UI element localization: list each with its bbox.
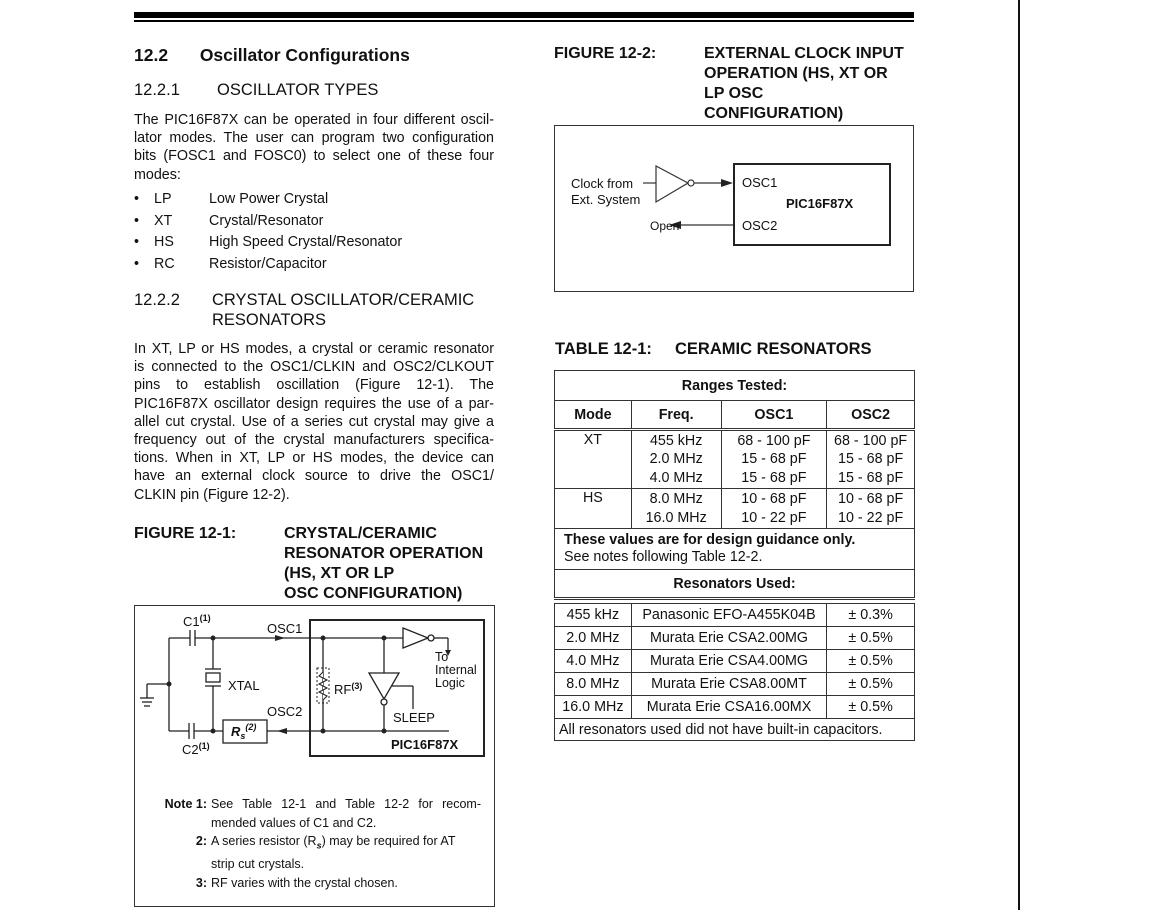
title-line: CRYSTAL/CERAMIC bbox=[284, 525, 437, 542]
mode-cell: HS bbox=[555, 489, 632, 529]
note-text: strip cut crystals. bbox=[211, 857, 305, 871]
table-1-title: CERAMIC RESONATORS bbox=[675, 340, 872, 358]
rf-label: RF$^{(3)}$ bbox=[334, 681, 363, 697]
page-edge-line bbox=[1018, 0, 1020, 910]
bullet-icon: • bbox=[134, 191, 140, 207]
osc2-label: OSC2 bbox=[267, 704, 303, 719]
freq-cell: 16.0 MHz bbox=[555, 696, 632, 719]
note-prefix: 3: bbox=[195, 875, 207, 890]
oscillator-types-paragraph bbox=[134, 111, 494, 184]
subsection-heading-1 bbox=[134, 81, 378, 100]
title-line: LP OSC bbox=[704, 85, 764, 102]
note-text: mended values of C1 and C2. bbox=[211, 815, 377, 830]
table-row bbox=[555, 627, 915, 650]
subsection-number: 12.2.2 bbox=[134, 291, 180, 309]
text-line: frequency out of the crystal manufacturers specifica- bbox=[134, 432, 494, 449]
subsection-number: 12.2.1 bbox=[134, 81, 180, 99]
title-line: RESONATOR OPERATION bbox=[284, 545, 484, 562]
subsection-title-cont: RESONATORS bbox=[212, 311, 326, 329]
column-header-mode: Mode bbox=[555, 401, 632, 430]
table-row bbox=[555, 650, 915, 673]
note-2 bbox=[155, 832, 481, 874]
note-text: A series resistor $(R_s)$ may be required for AT bbox=[211, 834, 456, 851]
part-cell: Murata Erie CSA4.00MG bbox=[631, 650, 826, 673]
resonators-used-header: Resonators Used: bbox=[555, 570, 915, 599]
internal-label: Internal bbox=[435, 663, 477, 677]
note-prefix: Note 1: bbox=[164, 797, 207, 811]
xtal-label: XTAL bbox=[228, 678, 260, 693]
table-footer-note: All resonators used did not have built-in capacitors. bbox=[555, 719, 915, 741]
list-item bbox=[134, 191, 402, 213]
text-line: have an external clock source to drive the OSC1/ bbox=[134, 468, 494, 485]
crystal-oscillator-paragraph bbox=[134, 340, 494, 504]
figure-1-notes bbox=[155, 795, 481, 892]
tolerance-cell: ± 0.5% bbox=[827, 627, 915, 650]
mode-code: RC bbox=[154, 255, 175, 272]
list-item bbox=[134, 256, 402, 278]
text-line: CLKIN pin (Figure 12-2). bbox=[134, 486, 290, 503]
title-line: CONFIGURATION) bbox=[704, 105, 844, 122]
part-cell: Panasonic EFO-A455K04B bbox=[631, 604, 826, 627]
tolerance-cell: ± 0.3% bbox=[827, 604, 915, 627]
subsection-title: OSCILLATOR TYPES bbox=[217, 81, 379, 99]
text-line: PIC16F87X oscillator design requires the use of a par- bbox=[134, 395, 494, 412]
figure-2-label: FIGURE 12-2: bbox=[554, 45, 657, 62]
mode-code: HS bbox=[154, 234, 174, 250]
tolerance-cell: ± 0.5% bbox=[827, 673, 915, 696]
freq-cell: 4.0 MHz bbox=[555, 650, 632, 673]
guidance-bold: These values are for design guidance only. bbox=[564, 531, 856, 548]
oscillator-mode-list bbox=[134, 191, 402, 277]
column-header-freq: Freq. bbox=[631, 401, 721, 430]
table-row bbox=[555, 673, 915, 696]
bullet-icon: • bbox=[134, 234, 140, 250]
subsection-heading-2 bbox=[134, 290, 474, 330]
table-1-label: TABLE 12-1: bbox=[555, 340, 652, 358]
figure-2-title bbox=[704, 44, 904, 124]
list-item bbox=[134, 213, 402, 235]
section-number: 12.2 bbox=[134, 45, 169, 65]
header-rule-thin bbox=[134, 20, 914, 22]
ceramic-resonators-table bbox=[554, 370, 915, 600]
osc2-cell: 68 - 100 pF 15 - 68 pF 15 - 68 pF bbox=[827, 430, 915, 489]
mode-cell: XT bbox=[555, 430, 632, 489]
osc1-cell: 68 - 100 pF 15 - 68 pF 15 - 68 pF bbox=[721, 430, 827, 489]
osc1-label: OSC1 bbox=[267, 621, 303, 636]
column-header-osc2: OSC2 bbox=[827, 401, 915, 430]
table-row-hs bbox=[555, 489, 915, 529]
freq-cell: 455 kHz 2.0 MHz 4.0 MHz bbox=[631, 430, 721, 489]
section-title: Oscillator Configurations bbox=[199, 45, 410, 65]
column-header-osc1: OSC1 bbox=[721, 401, 827, 430]
guidance-note: See notes following Table 12-2. bbox=[564, 549, 763, 565]
figure-1-title bbox=[284, 524, 483, 604]
note-1 bbox=[155, 795, 481, 832]
ranges-tested-header: Ranges Tested: bbox=[555, 371, 915, 401]
header-rule-thick bbox=[134, 12, 914, 18]
text-line: bits (FOSC1 and FOSC0) to select one of these four bbox=[134, 148, 494, 165]
osc2-cell: 10 - 68 pF 10 - 22 pF bbox=[827, 489, 915, 529]
c1-label: C1$^{(1)}$ bbox=[183, 613, 211, 629]
text-line: is connected to the OSC1/CLKIN and OSC2/CLKOUT bbox=[134, 359, 494, 376]
bullet-icon: • bbox=[134, 255, 140, 272]
part-cell: Murata Erie CSA16.00MX bbox=[631, 696, 826, 719]
note-prefix: 2: bbox=[195, 834, 207, 848]
list-item bbox=[134, 234, 402, 256]
freq-cell: 8.0 MHz 16.0 MHz bbox=[631, 489, 721, 529]
figure-1-box bbox=[134, 605, 495, 907]
table-row-xt bbox=[555, 430, 915, 489]
note-text: RF varies with the crystal chosen. bbox=[211, 875, 398, 890]
c2-label: C2$^{(1)}$ bbox=[182, 741, 210, 757]
tolerance-cell: ± 0.5% bbox=[827, 650, 915, 673]
text-line: pins to establish oscillation (Figure 12-1). The bbox=[134, 377, 494, 394]
title-line: EXTERNAL CLOCK INPUT bbox=[704, 45, 904, 62]
text-line: modes: bbox=[134, 166, 181, 183]
chip-label: PIC16F87X bbox=[786, 196, 854, 211]
crystal-oscillator-circuit-diagram bbox=[135, 606, 494, 771]
osc1-pin-label: OSC1 bbox=[742, 175, 778, 190]
text-line: allel cut crystal. Use of a series cut crystal may give a bbox=[134, 413, 494, 430]
title-line: OSC CONFIGURATION) bbox=[284, 585, 463, 602]
subsection-title: CRYSTAL OSCILLATOR/CERAMIC bbox=[212, 291, 475, 309]
text-line: In XT, LP or HS modes, a crystal or ceramic resonator bbox=[134, 341, 494, 357]
table-row bbox=[555, 604, 915, 627]
text-line: lator modes. The user can program two configuration bbox=[134, 130, 494, 147]
tolerance-cell: ± 0.5% bbox=[827, 696, 915, 719]
mode-desc: Low Power Crystal bbox=[209, 191, 329, 207]
note-3 bbox=[155, 874, 481, 893]
section-heading bbox=[134, 45, 410, 66]
text-line: The PIC16F87X can be operated in four different oscil- bbox=[134, 112, 494, 128]
open-label: Open bbox=[650, 219, 680, 233]
text-line: tions. When in XT, LP or HS modes, the device can bbox=[134, 450, 494, 467]
figure-2-box bbox=[554, 125, 914, 292]
mode-desc: High Speed Crystal/Resonator bbox=[209, 234, 403, 250]
logic-label: Logic bbox=[435, 676, 465, 690]
part-cell: Murata Erie CSA8.00MT bbox=[631, 673, 826, 696]
external-clock-diagram bbox=[555, 126, 913, 291]
ext-system-label: Ext. System bbox=[571, 192, 641, 207]
mode-code: XT bbox=[154, 212, 173, 229]
part-cell: Murata Erie CSA2.00MG bbox=[631, 627, 826, 650]
resonators-used-table bbox=[554, 603, 915, 741]
osc2-pin-label: OSC2 bbox=[742, 218, 778, 233]
figure-1-label: FIGURE 12-1: bbox=[134, 525, 237, 542]
chip-label: PIC16F87X bbox=[391, 737, 459, 752]
to-label: To bbox=[435, 650, 449, 664]
table-row bbox=[555, 696, 915, 719]
mode-desc: Resistor/Capacitor bbox=[209, 255, 327, 272]
clock-from-label: Clock from bbox=[571, 176, 634, 191]
title-line: (HS, XT OR LP bbox=[284, 565, 395, 582]
freq-cell: 2.0 MHz bbox=[555, 627, 632, 650]
bullet-icon: • bbox=[134, 212, 140, 229]
freq-cell: 8.0 MHz bbox=[555, 673, 632, 696]
osc1-cell: 10 - 68 pF 10 - 22 pF bbox=[721, 489, 827, 529]
title-line: OPERATION (HS, XT OR bbox=[704, 65, 888, 82]
mode-code: LP bbox=[154, 191, 172, 207]
sleep-label: SLEEP bbox=[393, 710, 435, 725]
mode-desc: Crystal/Resonator bbox=[209, 212, 324, 229]
freq-cell: 455 kHz bbox=[555, 604, 632, 627]
design-guidance-note bbox=[555, 529, 915, 570]
note-text: See Table 12-1 and Table 12-2 for recom- bbox=[211, 797, 481, 811]
rs-label: $R_s^{(2)}$ bbox=[231, 722, 257, 741]
